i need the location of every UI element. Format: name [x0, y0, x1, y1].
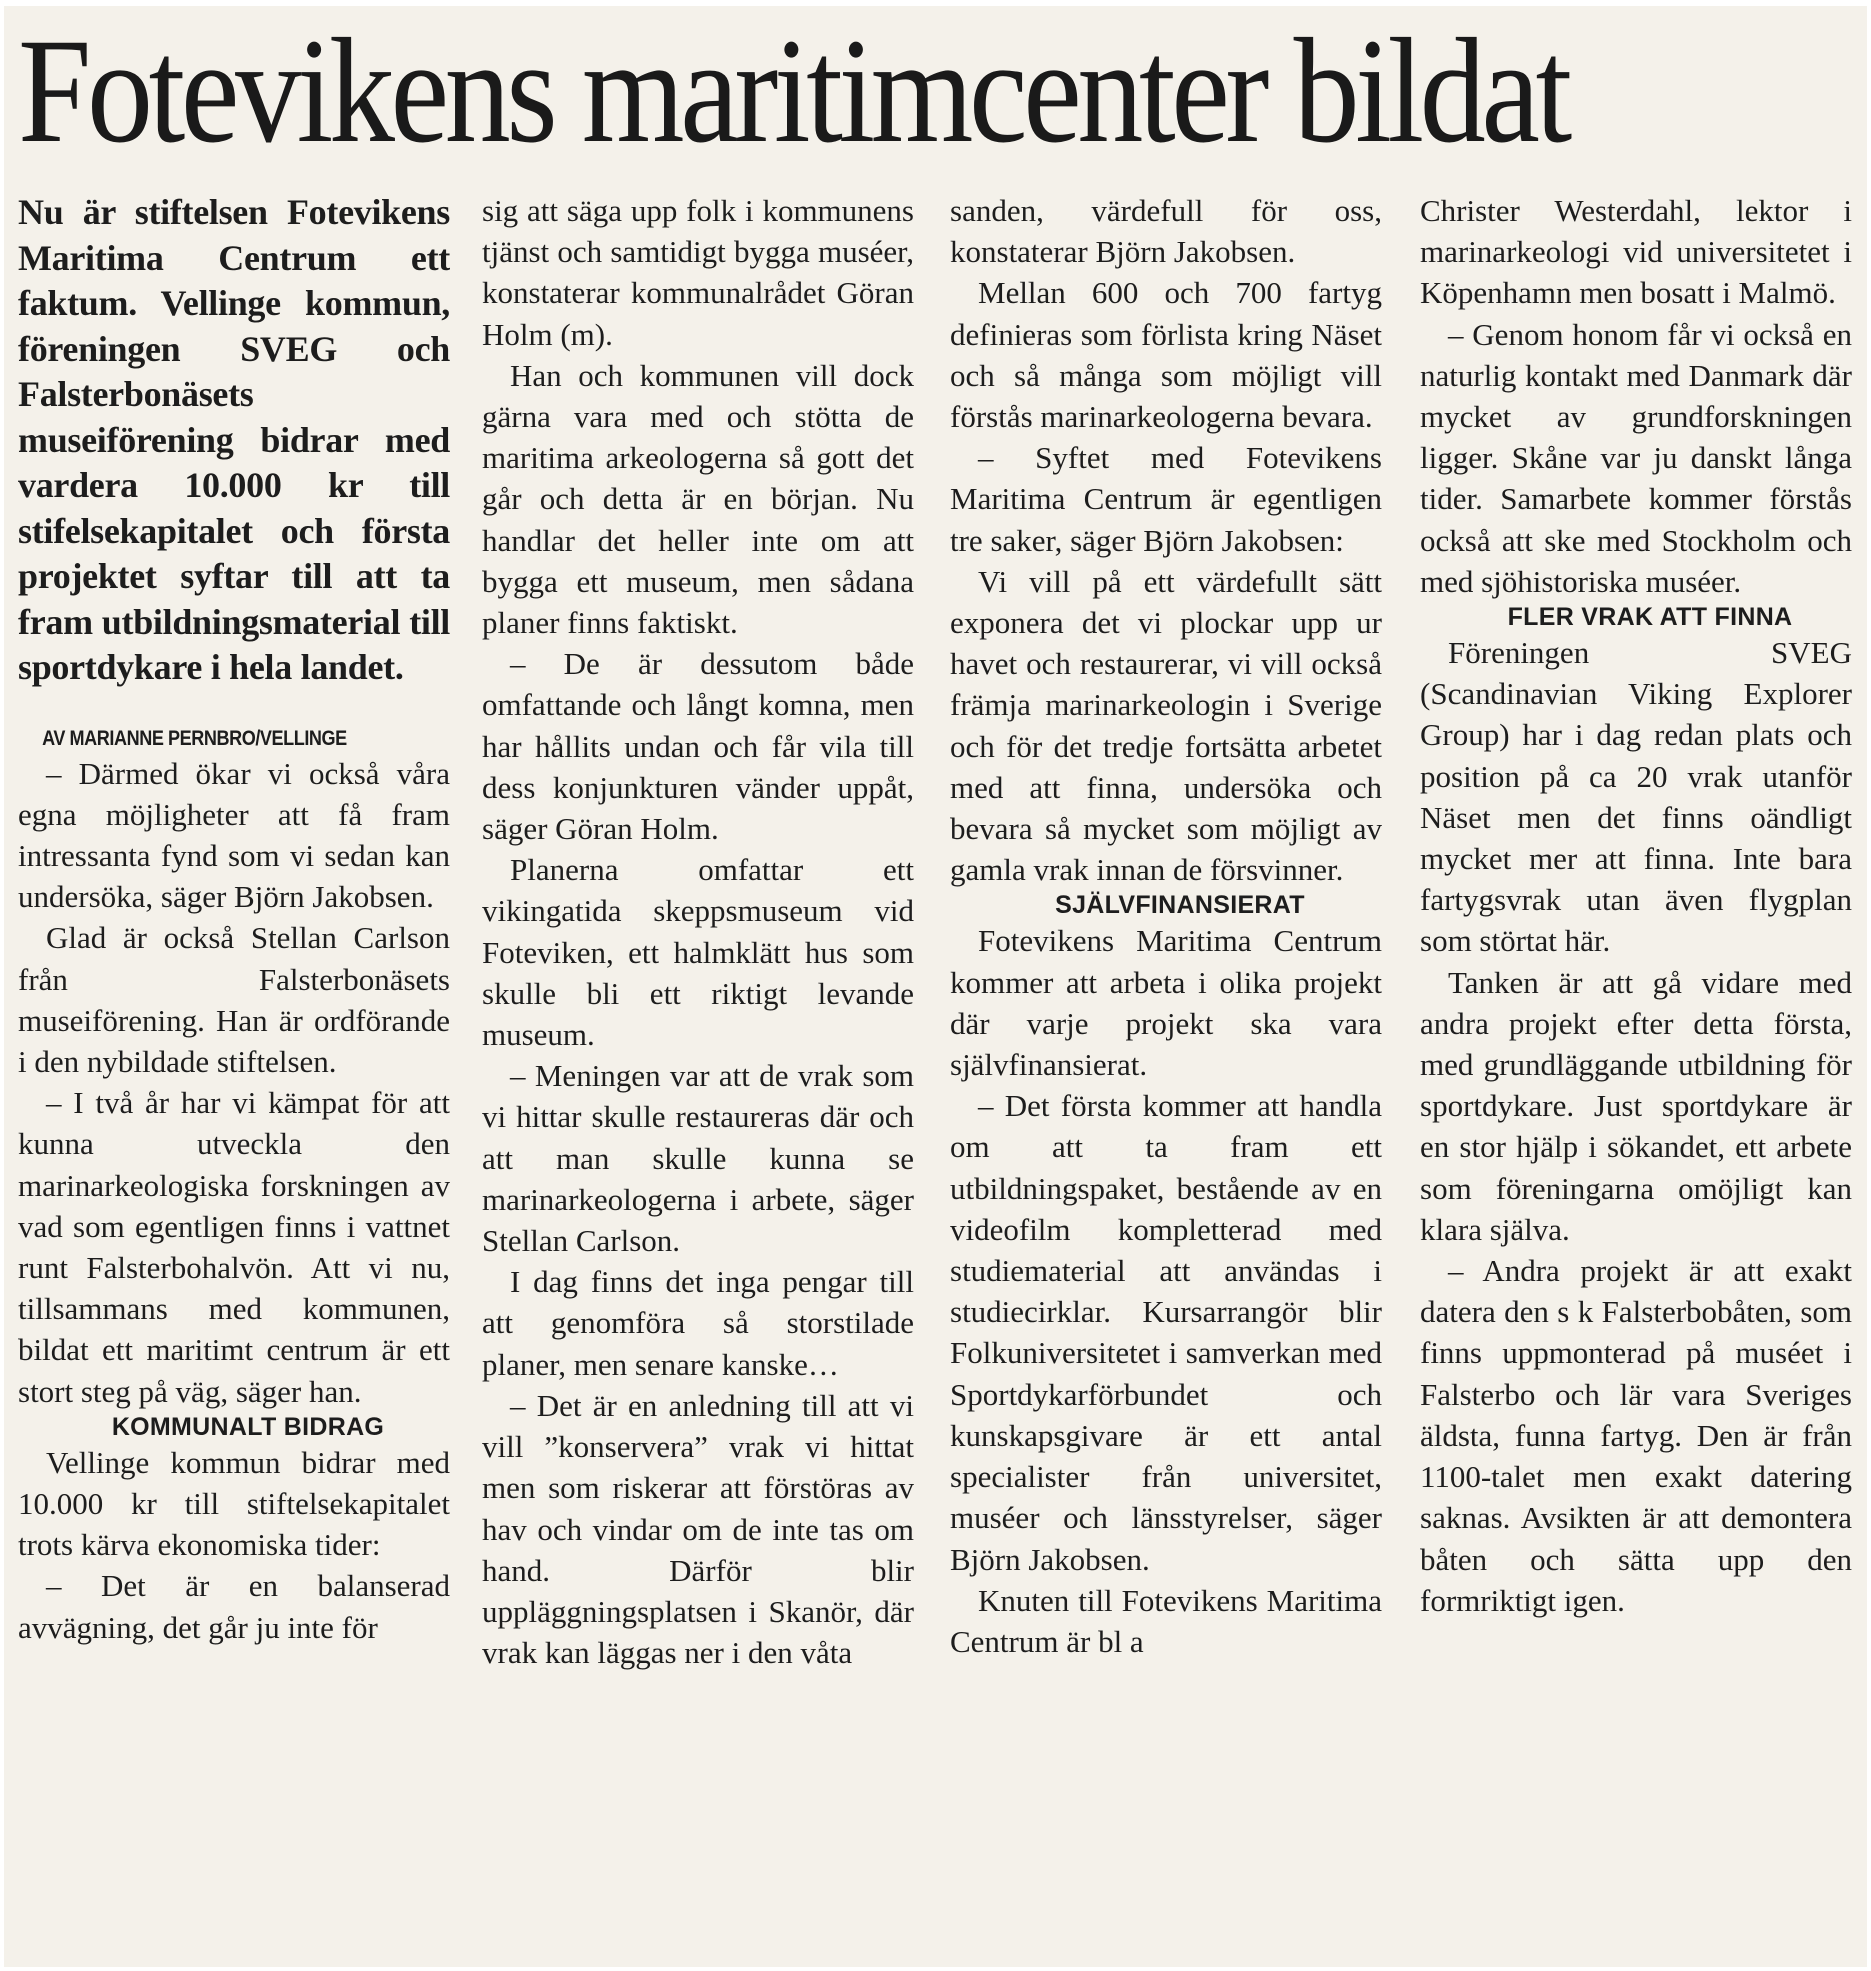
paragraph: I dag finns det inga pengar till att genomföra så storstilade planer, men senare kanske…	[482, 1264, 914, 1382]
column-1	[18, 190, 450, 1960]
paragraph: – Genom honom får vi också en naturlig kontakt med Danmark där mycket av grundforskningen ligger. Skåne var ju danskt långa tider. Samarbete kommer förstås också att ske med Stockholm och med sjöhistoriska muséer.	[1420, 316, 1852, 599]
column-2	[482, 190, 914, 1960]
paragraph: Tanken är att gå vidare med andra projekt efter detta första, med grundläggande utbildning för sportdykare. Just sportdykare är en stor hjälp i sökandet, ett arbete som föreningarna omöjligt kan klara själva.	[1420, 964, 1852, 1247]
paragraph: – Därmed ökar vi också våra egna möjligheter att få fram intressanta fynd som vi sedan kan undersöka, säger Björn Jakobsen.	[18, 755, 450, 915]
paragraph: Glad är också Stellan Carlson från Falsterbonäsets museiförening. Han är ordförande i den nybildade stiftelsen.	[18, 920, 450, 1079]
paragraph: sig att säga upp folk i kommunens tjänst och samtidigt bygga muséer, konstaterar kommunalrådet Göran Holm (m).	[482, 193, 914, 352]
byline: AV MARIANNE PERNBRO/VELLINGE	[42, 726, 347, 750]
newspaper-clipping	[4, 6, 1867, 1967]
paragraph: – Syftet med Fotevikens Maritima Centrum är egentligen tre saker, säger Björn Jakobsen:	[950, 440, 1382, 558]
paragraph: – De är dessutom både omfattande och långt komna, men har hållits undan och får vila till dess konjunkturen vänder uppåt, säger Göran Holm.	[482, 646, 914, 847]
paragraph: Planerna omfattar ett vikingatida skeppsmuseum vid Foteviken, ett halmklätt hus som skulle bli ett riktigt levande museum.	[482, 852, 914, 1053]
paragraph: – Det är en anledning till att vi vill ”konservera” vrak vi hittat men som riskerar att förstöras av hav och vindar om de inte tas om hand. Därför blir uppläggningsplatsen i Skanör, där vrak kan läggas ner i den våta	[482, 1387, 914, 1671]
paragraph: sanden, värdefull för oss, konstaterar Björn Jakobsen.	[950, 193, 1382, 270]
paragraph: Han och kommunen vill dock gärna vara med och stötta de maritima arkeologerna så gott det går och detta är en början. Nu handlar det heller inte om att bygga ett museum, men sådana planer finns faktiskt.	[482, 357, 914, 641]
headline: Fotevikens maritimcenter bildat	[18, 8, 1568, 174]
paragraph: Knuten till Fotevikens Maritima Centrum är bl a	[950, 1582, 1382, 1659]
paragraph: – Meningen var att de vrak som vi hittar skulle restaureras där och att man skulle kunna se marinarkeologerna i arbete, säger Stellan Carlson.	[482, 1058, 914, 1259]
paragraph: Vellinge kommun bidrar med 10.000 kr till stiftelsekapitalet trots kärva ekonomiska tider:	[18, 1444, 450, 1563]
subhead-kommunalt-bidrag: KOMMUNALT BIDRAG	[111, 1412, 385, 1441]
lead-paragraph: Nu är stiftelsen Fotevikens Maritima Centrum ett faktum. Vellinge kommun, föreningen SVEG och Falsterbonäsets museiförening bidrar med vardera 10.000 kr till stifelsekapitalet och första projektet syftar till att ta fram utbildningsmaterial till sportdykare i hela landet.	[18, 192, 450, 687]
column-4	[1420, 190, 1852, 1960]
paragraph: Föreningen SVEG (Scandinavian Viking Explorer Group) har i dag redan plats och position på ca 20 vrak utanför Näset men det finns oändligt mycket mer att finna. Inte bara fartygsvrak utan även flygplan som störtat här.	[1420, 635, 1852, 959]
paragraph: Fotevikens Maritima Centrum kommer att arbeta i olika projekt där varje projekt ska vara självfinansierat.	[950, 923, 1382, 1083]
subhead-sjalvfinansierat: SJÄLVFINANSIERAT	[1055, 891, 1305, 920]
paragraph: Vi vill på ett värdefullt sätt exponera det vi plockar upp ur havet och restaurerar, vi vill också främja marinarkeologin i Sverige och för det tredje fortsätta arbetet med att finna, undersöka och bevara så mycket som möjligt av gamla vrak innan de försvinner.	[950, 563, 1382, 888]
paragraph: – Det första kommer att handla om att ta fram ett utbildningspaket, bestående av en videofilm kompletterad med studiematerial att användas i studiecirklar. Kursarrangör blir Folkuniversitetet i samverkan med Sportdykarförbundet och kunskapsgivare är ett antal specialister från universitet, muséer och länsstyrelser, säger Björn Jakobsen.	[950, 1088, 1382, 1577]
paragraph: – Det är en balanserad avvägning, det går ju inte för	[18, 1568, 450, 1645]
column-3	[950, 190, 1382, 1960]
paragraph: Christer Westerdahl, lektor i marinarkeologi vid universitetet i Köpenhamn men bosatt i Malmö.	[1420, 193, 1852, 311]
subhead-fler-vrak-att-finna: FLER VRAK ATT FINNA	[1507, 603, 1793, 632]
paragraph: – I två år har vi kämpat för att kunna utveckla den marinarkeologiska forskningen av vad som egentligen finns i vattnet runt Falsterbohalvön. Att vi nu, tillsammans med kommunen, bildat ett maritimt centrum är ett stort steg på väg, säger han.	[18, 1085, 450, 1409]
paragraph: – Andra projekt är att exakt datera den s k Falsterbobåten, som finns uppmonterad på muséet i Falsterbo och lär vara Sveriges äldsta, funna fartyg. Den är från 1100-talet men exakt datering saknas. Avsikten är att demontera båten och sätta upp den formriktigt igen.	[1420, 1253, 1852, 1618]
paragraph: Mellan 600 och 700 fartyg definieras som förlista kring Näset och så många som möjligt vill förstås marinarkeologerna bevara.	[950, 275, 1382, 435]
